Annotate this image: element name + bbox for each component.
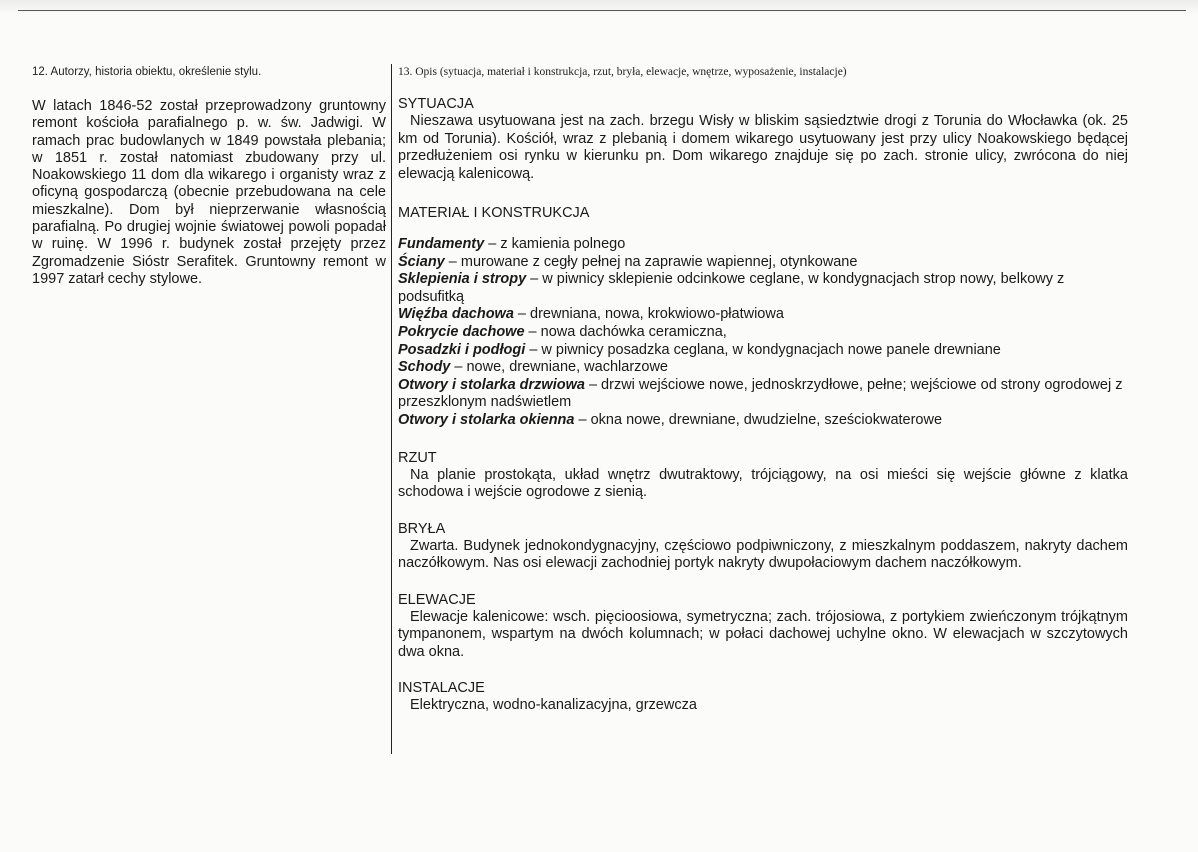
material-item xyxy=(398,412,1128,430)
material-item xyxy=(398,342,1128,360)
material-title: MATERIAŁ I KONSTRUKCJA xyxy=(398,205,590,221)
material-item xyxy=(398,254,1128,272)
material-item-text: – w piwnicy posadzka ceglana, w kondygnacjach nowe panele drewniane xyxy=(525,341,1001,358)
material-item-text: – drzwi wejściowe nowe, jednoskrzydłowe, pełne; wejściowe od strony ogrodowej z przeszklonym nadświetlem xyxy=(398,376,1123,411)
elewacje-title: ELEWACJE xyxy=(398,591,476,608)
history-column xyxy=(32,64,386,288)
material-item xyxy=(398,306,1128,324)
material-item xyxy=(398,271,1128,306)
rzut-title: RZUT xyxy=(398,449,437,466)
material-item-label: Pokrycie dachowe xyxy=(398,323,525,340)
material-item-label: Sklepienia i stropy xyxy=(398,271,527,288)
form-frame-top-border xyxy=(18,10,1186,11)
history-text: W latach 1846-52 został przeprowadzony gruntowny remont kościoła parafialnego p. w. św. Jadwigi. W ramach prac budowlanych w 1849 powstała plebania; w 1851 r. został natomiast zbudowany przy ul. Noakowskiego 11 dom dla wikarego i organisty wraz z oficyną gospodarczą (obecnie przebudowana na cele mieszkalne). Dom był nieprzerwanie własnością parafialną. Po drugiej wojnie światowej powoli popadał w ruinę. W 1996 r. budynek został przejęty przez Zgromadzenie Sióstr Serafitek. Gruntowny remont w 1997 zatarł cechy stylowe. xyxy=(32,98,386,287)
description-column xyxy=(398,64,1128,715)
material-item-text: – nowa dachówka ceramiczna, xyxy=(524,323,727,340)
material-item xyxy=(398,236,1128,254)
column-divider xyxy=(391,64,392,754)
material-item-label: Fundamenty xyxy=(398,236,485,252)
instalacje-title: INSTALACJE xyxy=(398,680,485,697)
material-list xyxy=(398,236,1128,430)
material-item-text: – nowe, drewniane, wachlarzowe xyxy=(450,359,668,376)
sytuacja-title: SYTUACJA xyxy=(398,96,474,112)
material-item-text: – z kamienia polnego xyxy=(484,236,626,252)
material-item-text: – murowane z cegły pełnej na zaprawie wapiennej, otynkowane xyxy=(444,253,858,270)
material-item-text: – w piwnicy sklepienie odcinkowe ceglane, w kondygnacjach strop nowy, belkowy z podsufitką xyxy=(398,271,1065,305)
bryla-text: Zwarta. Budynek jednokondygnacyjny, częściowo podpiwniczony, z mieszkalnym poddaszem, nakryty dachem naczółkowym. Nas osi elewacji zachodniej portyk nakryty dwupołaciowym dachem naczółkowym. xyxy=(398,537,1128,572)
material-item-label: Posadzki i podłogi xyxy=(398,341,526,358)
material-item-label: Więźba dachowa xyxy=(398,306,514,323)
bryla-section xyxy=(398,521,1128,573)
sytuacja-text: Nieszawa usytuowana jest na zach. brzegu Wisły w bliskim sąsiedztwie drogi z Torunia do Włocławka (ok. 25 km od Torunia). Kościół, wraz z plebanią i domem wikarego usytuowany jest przy ulicy Noakowskiego będącej przedłużeniem osi rynku w kierunku pn. Dom wikarego znajduje się po zach. stronie ulicy, zwrócona do niej elewacją kalenicową. xyxy=(398,113,1128,182)
rzut-text: Na planie prostokąta, układ wnętrz dwutraktowy, trójciągowy, na osi mieści się wejście główne z klatka schodowa i wejście ogrodowe z sienią. xyxy=(398,466,1128,501)
instalacje-text: Elektryczna, wodno-kanalizacyjna, grzewcza xyxy=(410,697,697,714)
material-item-text: – drewniana, nowa, krokwiowo-płatwiowa xyxy=(513,306,784,323)
material-item-label: Schody xyxy=(398,359,451,376)
scan-margin xyxy=(0,0,1198,14)
material-item xyxy=(398,324,1128,342)
material-section xyxy=(398,205,1128,430)
sytuacja-section xyxy=(398,96,1128,183)
material-item-label: Ściany xyxy=(398,253,445,270)
section-12-header: 12. Autorzy, historia obiektu, określenie stylu. xyxy=(32,66,262,78)
rzut-section xyxy=(398,450,1128,502)
material-item-text: – okna nowe, drewniane, dwudzielne, sześciokwaterowe xyxy=(574,411,943,428)
material-item xyxy=(398,359,1128,377)
elewacje-text: Elewacje kalenicowe: wsch. pięcioosiowa, symetryczna; zach. trójosiowa, z portykiem zwieńczonym trójkątnym tympanonem, wspartym na dwóch kolumnach; w połaci dachowej uchylne okno. W elewacjach w szczytowych dwa okna. xyxy=(398,608,1128,660)
elewacje-section xyxy=(398,592,1128,662)
material-item xyxy=(398,377,1128,412)
material-item-label: Otwory i stolarka drzwiowa xyxy=(398,376,585,393)
bryla-title: BRYŁA xyxy=(398,520,446,537)
material-item-label: Otwory i stolarka okienna xyxy=(398,411,575,428)
section-13-header: 13. Opis (sytuacja, materiał i konstrukcja, rzut, bryła, elewacje, wnętrze, wyposażenie, instalacje) xyxy=(398,66,847,78)
instalacje-section xyxy=(398,680,1128,715)
